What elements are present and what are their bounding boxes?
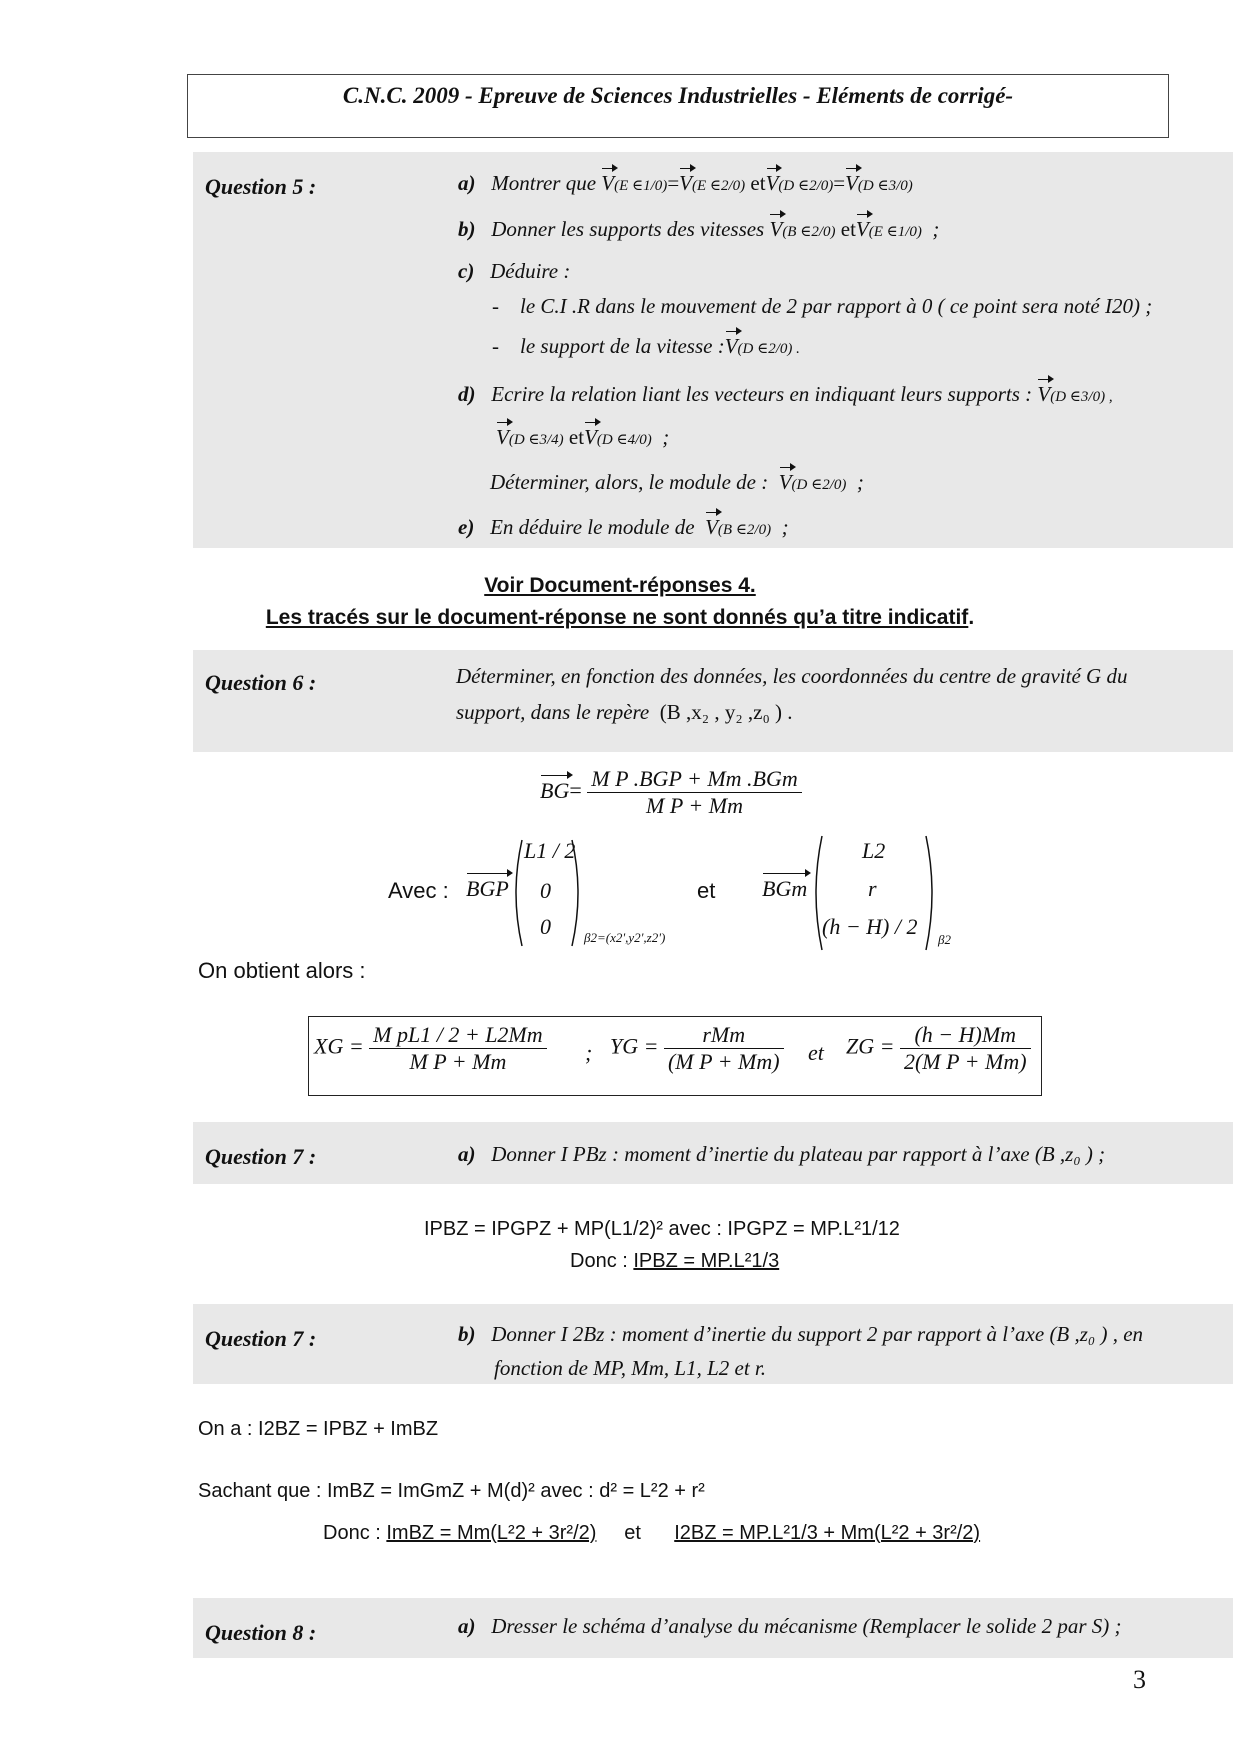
page-number: 3 — [1133, 1665, 1146, 1694]
question-5-label: Question 5 : — [205, 174, 317, 199]
q7a-text: a) Donner I PBz : moment d’inertie du plateau par rapport à l’axe (B ,z₀ ) ; — [458, 1142, 1106, 1166]
q5-c-item1: - le C.I .R dans le mouvement de 2 par rapport à 0 ( ce point sera noté I20) ; — [492, 294, 1153, 318]
bgm-v3: (h − H) / 2 — [822, 914, 918, 939]
q5-d: d) Ecrire la relation liant les vecteurs en indiquant leurs supports : V(D ∈3/0) , — [458, 382, 1113, 406]
question-6-label: Question 6 : — [205, 670, 317, 695]
bgp-label: BGP — [466, 876, 509, 901]
q5-c-item2: - le support de la vitesse :V(D ∈2/0) . — [492, 334, 800, 358]
q5-d-line2: V(D ∈3/4) etV(D ∈4/0) ; — [496, 425, 670, 449]
avec-label: Avec : — [388, 878, 449, 903]
bgm-v2: r — [868, 876, 877, 901]
q6-text-2: support, dans le repère (B ,x₂ , y₂ ,z₀ ) . — [456, 700, 793, 724]
question-7a-label: Question 7 : — [205, 1144, 317, 1169]
et-label: et — [697, 878, 716, 903]
q5-a: a) Montrer que V(E ∈1/0)=V(E ∈2/0) etV(D ∈2/0)=V(D ∈3/0) — [458, 171, 913, 195]
bgp-base: β2=(x2',y2',z2') — [584, 930, 666, 945]
q7a-eq1: IPBZ = IPGPZ + MP(L1/2)² avec : IPGPZ = MP.L²1/12 — [424, 1218, 900, 1240]
q7a-eq2: Donc : IPBZ = MP.L²1/3 — [570, 1250, 780, 1272]
xg-formula: XG = $\frac{\text{M pL1 / 2 + L2Mm}}{\text{M P + Mm}}$ — [314, 1022, 547, 1075]
q5-e: e) En déduire le module de V(B ∈2/0) ; — [458, 515, 789, 539]
q7b-text-1: b) Donner I 2Bz : moment d’inertie du support 2 par rapport à l’axe (B ,z₀ ) , en — [458, 1322, 1144, 1346]
zg-formula: ZG = $\frac{(h - H)Mm}{\text{2(M P + Mm)}}$ — [846, 1022, 1031, 1075]
q5-d-line3: Déterminer, alors, le module de : V(D ∈2/0) ; — [490, 470, 864, 494]
header-box — [187, 74, 1169, 138]
q6-text-1: Déterminer, en fonction des données, les coordonnées du centre de gravité G du — [456, 664, 1128, 688]
bgp-v3: 0 — [540, 914, 551, 939]
et-2: et — [808, 1040, 824, 1065]
yg-formula: YG = $\frac{\text{rMm}}{\text{(M P + Mm)}}$ — [610, 1022, 784, 1075]
q7b-ona: On a : I2BZ = IPBZ + ImBZ — [198, 1418, 439, 1440]
notice-line-2: Les tracés sur le document-réponse ne sont donnés qu’a titre indicatif. — [265, 606, 975, 629]
bg-formula: BG= $\frac{\text{M P .BGP + Mm .BGm}}{\text{M P + Mm}}$ — [540, 766, 802, 819]
q5-c: c) Déduire : — [458, 259, 571, 283]
q5-b: b) Donner les supports des vitesses V(B ∈2/0) etV(E ∈1/0) ; — [458, 217, 940, 241]
q8-text: a) Dresser le schéma d’analyse du mécanisme (Remplacer le solide 2 par S) ; — [458, 1614, 1122, 1638]
bgp-v1: L1 / 2 — [524, 838, 576, 863]
bgm-base: β2 — [938, 932, 951, 947]
header-title: C.N.C. 2009 - Epreuve de Sciences Industrielles - Eléments de corrigé- — [342, 83, 1014, 108]
question-7b-label: Question 7 : — [205, 1326, 317, 1351]
notice-line-1: Voir Document-réponses 4. — [484, 574, 756, 597]
bgp-v2: 0 — [540, 878, 551, 903]
q7b-sachant: Sachant que : ImBZ = ImGmZ + M(d)² avec : d² = L²2 + r² — [198, 1480, 705, 1502]
q7b-donc: Donc : ImBZ = Mm(L²2 + 3r²/2) et I2BZ = MP.L²1/3 + Mm(L²2 + 3r²/2) — [323, 1522, 981, 1544]
bgm-v1: L2 — [862, 838, 886, 863]
q7b-text-2: fonction de MP, Mm, L1, L2 et r. — [494, 1356, 767, 1380]
sep-1: ; — [585, 1040, 593, 1065]
bgp-paren-left — [508, 838, 524, 948]
bgm-label: BGm — [762, 876, 808, 901]
obtient-label: On obtient alors : — [198, 958, 366, 983]
question-8-label: Question 8 : — [205, 1620, 317, 1645]
